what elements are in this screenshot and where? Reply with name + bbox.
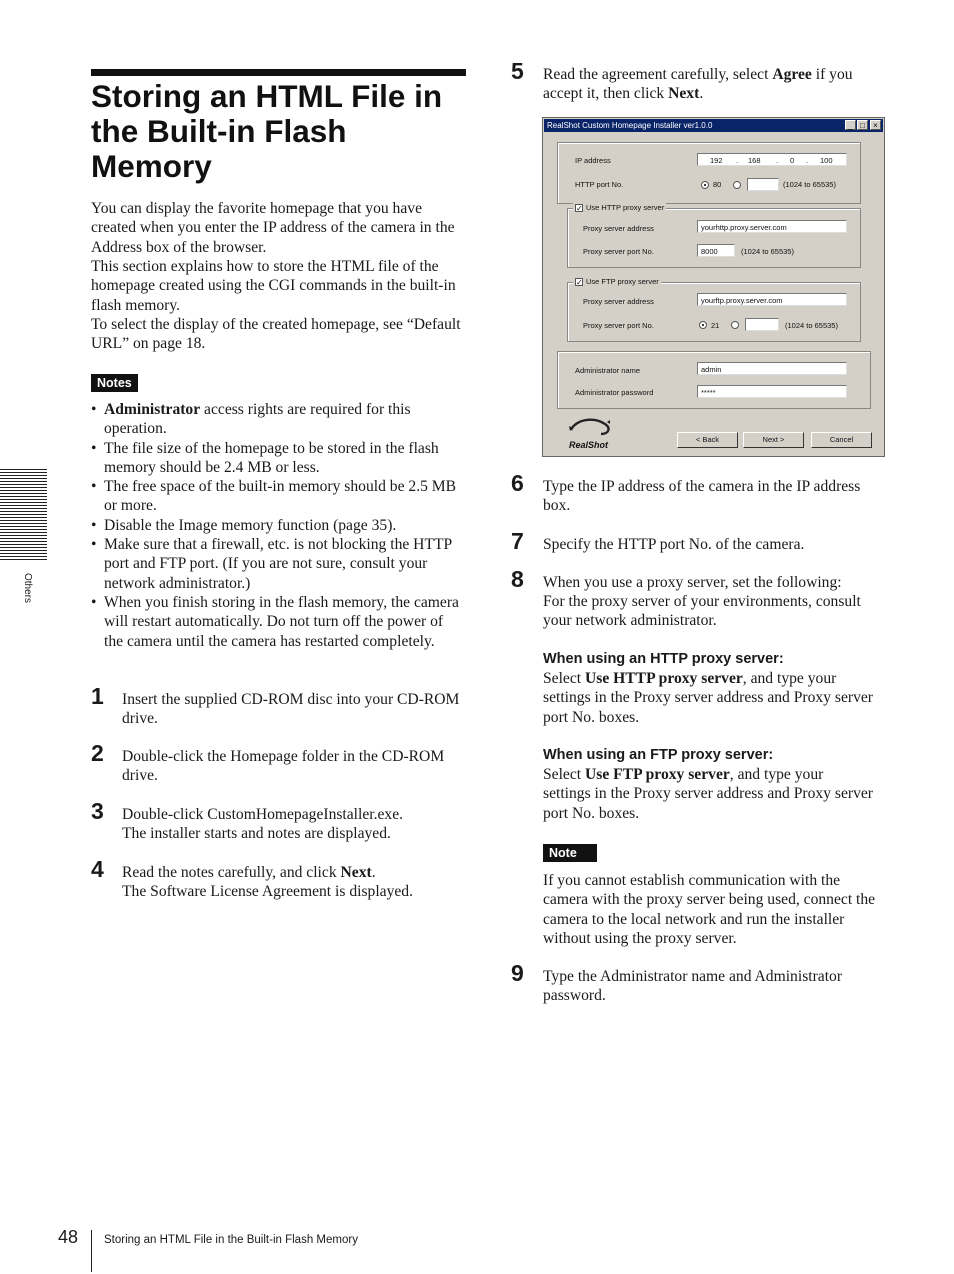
installer-dialog — [542, 117, 885, 457]
http-proxy-address-field[interactable]: yourhttp.proxy.server.com — [697, 220, 847, 233]
note-text: If you cannot establish communication with the camera with the proxy server being used, connect the camera to the local network and run the installer without using the proxy server. — [543, 872, 876, 947]
ftp-proxy-address-label: Proxy server address — [583, 297, 654, 306]
step-2-text: Double-click the Homepage folder in the CD-ROM drive. — [122, 748, 445, 785]
note-text: access rights are required for this operation. — [104, 401, 411, 438]
step-6-text: Type the IP address of the camera in the IP address box. — [543, 478, 861, 515]
notes-list — [91, 400, 466, 651]
ftp-port-range: (1024 to 65535) — [785, 321, 838, 330]
http-port-input[interactable] — [747, 178, 779, 191]
http-port-custom-radio[interactable] — [733, 181, 741, 189]
step-9-number: 9 — [511, 960, 524, 986]
intro-para-2: This section explains how to store the HTML file of the homepage created using the CGI commands in the built-in flash memory. — [91, 258, 456, 314]
step-6-number: 6 — [511, 470, 524, 496]
use-ftp-proxy-checkbox-label[interactable]: ✓ Use FTP proxy server — [573, 277, 661, 286]
step-8-number: 8 — [511, 566, 524, 592]
step-3-number: 3 — [91, 798, 104, 824]
ftp-proxy-group — [567, 282, 861, 342]
admin-password-field[interactable]: ***** — [697, 385, 847, 398]
step-9-text: Type the Administrator name and Administrator password. — [543, 968, 843, 1005]
note-text: Make sure that a firewall, etc. is not blocking the HTTP port and FTP port. (If you are not sure, consult your network administrator.) — [104, 536, 452, 592]
close-icon[interactable]: × — [870, 120, 881, 130]
step-4-text: Read the notes carefully, and click Next. — [122, 864, 376, 881]
step-4-result: The Software License Agreement is displayed. — [122, 883, 413, 900]
notes-label: Notes — [91, 374, 138, 392]
dialog-title-bar — [544, 119, 883, 132]
ftp-port-default-radio[interactable] — [699, 321, 707, 329]
http-proxy-text: Select Use HTTP proxy server, and type your settings in the Proxy server address and Proxy server port No. boxes. — [543, 670, 873, 726]
http-proxy-port-range: (1024 to 65535) — [741, 247, 794, 256]
next-button[interactable]: Next > — [743, 432, 804, 448]
realshot-logo-text: RealShot — [569, 440, 609, 450]
step-1-number: 1 — [91, 683, 104, 709]
note-item: • The file size of the homepage to be stored in the flash memory should be 2.4 MB or less. — [91, 439, 439, 476]
section-label: Others — [22, 573, 33, 604]
http-port-label: HTTP port No. — [575, 180, 624, 189]
page-number: 48 — [58, 1227, 79, 1247]
http-proxy-group — [567, 208, 861, 268]
back-button[interactable]: < Back — [677, 432, 738, 448]
note-text: The file size of the homepage to be stored in the flash memory should be 2.4 MB or less. — [104, 439, 439, 476]
note-text: When you finish storing in the flash memory, the camera will restart automatically. Do not turn off the power of the camera until the camera has restarted completely. — [104, 593, 459, 650]
admin-group — [557, 351, 871, 409]
note-text: The free space of the built-in memory should be 2.5 MB or more. — [104, 478, 457, 515]
step-5-text: Read the agreement carefully, select Agree if you accept it, then click Next. — [543, 66, 853, 103]
ftp-proxy-address-field[interactable]: yourftp.proxy.server.com — [697, 293, 847, 306]
note-item: • Disable the Image memory function (page 35). — [91, 516, 397, 534]
note-item: • The free space of the built-in memory should be 2.5 MB or more. — [91, 478, 457, 515]
ip-group — [557, 142, 861, 204]
ftp-proxy-port-label: Proxy server port No. — [583, 321, 654, 330]
admin-name-label: Administrator name — [575, 366, 641, 375]
note-text: Disable the Image memory function (page 35). — [104, 516, 397, 534]
step-8-detail: For the proxy server of your environments, consult your network administrator. — [543, 593, 861, 630]
http-port-default-radio[interactable] — [701, 181, 709, 189]
note-bold: Administrator — [104, 401, 201, 418]
page-title: Storing an HTML File in the Built-in Flash Memory — [91, 78, 443, 184]
admin-name-field[interactable]: admin — [697, 362, 847, 375]
note-item: • When you finish storing in the flash memory, the camera will restart automatically. Do not turn off the power of the camera until the camera has restarted completely. — [91, 593, 459, 650]
minimize-icon[interactable]: _ — [845, 120, 856, 130]
ftp-port-custom-radio[interactable] — [731, 321, 739, 329]
ftp-port-default: 21 — [711, 321, 720, 330]
ip-label: IP address — [575, 156, 611, 165]
maximize-icon[interactable]: □ — [857, 120, 868, 130]
title-rule — [91, 69, 466, 76]
dialog-title: RealShot Custom Homepage Installer ver1.0.0 — [547, 121, 713, 130]
step-1-text: Insert the supplied CD-ROM disc into your CD-ROM drive. — [122, 691, 460, 728]
ftp-proxy-text: Select Use FTP proxy server, and type your settings in the Proxy server address and Proxy server port No. boxes. — [543, 766, 873, 822]
cancel-button[interactable]: Cancel — [811, 432, 872, 448]
footer-title: Storing an HTML File in the Built-in Flash Memory — [104, 1234, 358, 1246]
ftp-port-input[interactable] — [745, 318, 779, 331]
http-port-default: 80 — [713, 180, 722, 189]
http-proxy-address-label: Proxy server address — [583, 224, 654, 233]
step-4-number: 4 — [91, 856, 104, 882]
admin-password-label: Administrator password — [575, 388, 654, 397]
http-proxy-port-field[interactable]: 8000 — [697, 244, 735, 257]
step-8-text: When you use a proxy server, set the following: — [543, 574, 842, 591]
note-label: Note — [543, 844, 597, 862]
intro-para-3: To select the display of the created homepage, see “Default URL” on page 18. — [91, 316, 461, 353]
step-2-number: 2 — [91, 740, 104, 766]
http-port-range: (1024 to 65535) — [783, 180, 836, 189]
step-5-number: 5 — [511, 58, 524, 84]
note-item: • Make sure that a firewall, etc. is not blocking the HTTP port and FTP port. (If you are not sure, consult your network administrator.) — [91, 536, 452, 592]
step-3-result: The installer starts and notes are displayed. — [122, 825, 391, 842]
step-7-text: Specify the HTTP port No. of the camera. — [543, 536, 805, 553]
step-3-text: Double-click CustomHomepageInstaller.exe. — [122, 806, 404, 823]
ftp-proxy-heading: When using an FTP proxy server: — [543, 747, 774, 763]
use-http-proxy-checkbox-label[interactable]: ✓ Use HTTP proxy server — [573, 203, 666, 212]
http-proxy-heading: When using an HTTP proxy server: — [543, 651, 784, 667]
step-7-number: 7 — [511, 528, 524, 554]
intro-para-1: You can display the favorite homepage that you have created when you enter the IP address of the camera in the Address box of the browser. — [91, 200, 455, 256]
section-thumb-tab — [0, 469, 47, 561]
footer-divider — [91, 1230, 92, 1272]
http-proxy-port-label: Proxy server port No. — [583, 247, 654, 256]
note-item: • Administrator access rights are required for this operation. — [91, 401, 411, 438]
ip-address-field[interactable]: 192 . 168 . 0 . 100 — [697, 153, 847, 166]
